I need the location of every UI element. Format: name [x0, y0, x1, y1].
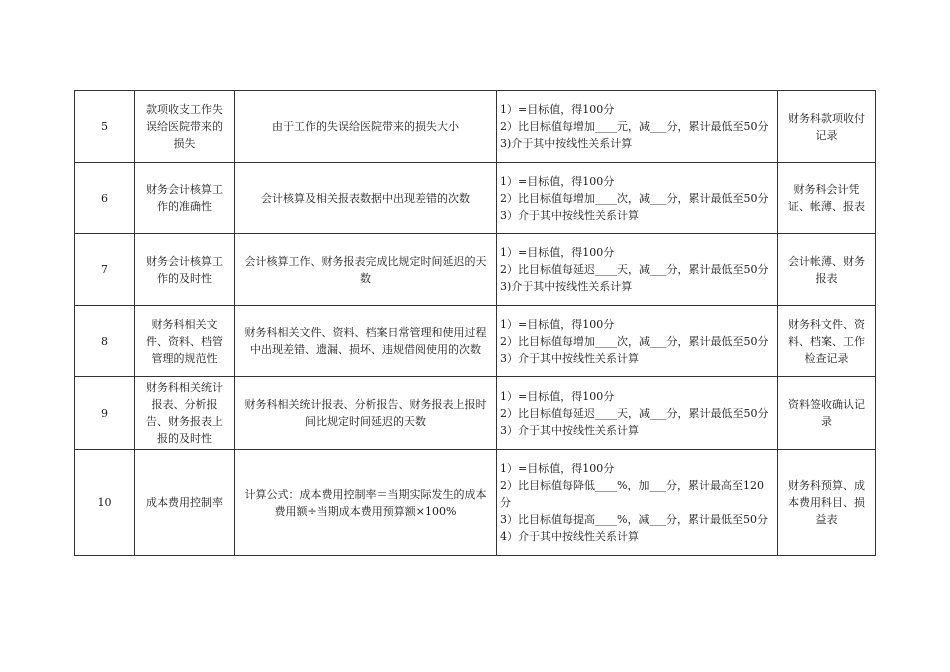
scoring-rule: 1）=目标值，得100分: [500, 462, 615, 475]
indicator-name: 财务会计核算工作的及时性: [135, 234, 235, 306]
scoring-rules: [497, 377, 778, 450]
scoring-rules: [497, 450, 778, 556]
scoring-rule: 2）比目标值每增加____元，减___分，累计最低至50分: [500, 120, 769, 133]
data-source: 财务科会计凭证、帐薄、报表: [778, 163, 876, 234]
scoring-rule: 3)介于其中按线性关系计算: [500, 137, 633, 150]
scoring-rule: 3）介于其中按线性关系计算: [500, 208, 639, 222]
indicator-definition: 计算公式：成本费用控制率＝当期实际发生的成本费用额÷当期成本费用预算额×100%: [235, 450, 497, 556]
scoring-rule: 2）比目标值每增加____次，减___分，累计最低至50分: [500, 334, 769, 348]
scoring-rule: 1）=目标值，得100分: [500, 246, 615, 259]
scoring-rule: 1）=目标值，得100分: [500, 103, 615, 116]
scoring-rules: [497, 163, 778, 234]
indicator-definition: 由于工作的失误给医院带来的损失大小: [235, 91, 497, 163]
data-source: 资料签收确认记录: [778, 377, 876, 450]
row-number: 7: [75, 234, 135, 306]
indicator-name: 财务会计核算工作的准确性: [135, 163, 235, 234]
scoring-rule: 2）比目标值每延迟____天，减___分，累计最低至50分: [500, 263, 769, 276]
kpi-table: [74, 90, 876, 556]
scoring-rule: 1）=目标值，得100分: [500, 389, 615, 403]
scoring-rule: 1）=目标值，得100分: [500, 174, 615, 188]
scoring-rules: [497, 306, 778, 377]
scoring-rule: 3）比目标值每提高____%，减___分，累计最低至50分: [500, 513, 768, 526]
scoring-rule: 1）=目标值，得100分: [500, 317, 615, 331]
scoring-rule: 3）介于其中按线性关系计算: [500, 351, 639, 365]
data-source: 财务科预算、成本费用科目、损益表: [778, 450, 876, 556]
table-row: [75, 91, 876, 163]
scoring-rule: 3)介于其中按线性关系计算: [500, 280, 633, 293]
scoring-rules: [497, 234, 778, 306]
row-number: 9: [75, 377, 135, 450]
table-row: [75, 163, 876, 234]
data-source: 会计帐薄、财务报表: [778, 234, 876, 306]
scoring-rules: [497, 91, 778, 163]
indicator-name: 财务科相关文件、资料、档管管理的规范性: [135, 306, 235, 377]
scoring-rule: 2）比目标值每延迟____天，减___分，累计最低至50分: [500, 406, 769, 420]
row-number: 10: [75, 450, 135, 556]
scoring-rule: 2）比目标值每增加____次，减___分，累计最低至50分: [500, 191, 769, 205]
scoring-rule: 2）比目标值每降低____%，加___分，累计最高至120分: [500, 479, 764, 509]
indicator-definition: 财务科相关文件、资料、档案日常管理和使用过程中出现差错、遗漏、损坏、违规借阅使用的次数: [235, 306, 497, 377]
indicator-definition: 财务科相关统计报表、分析报告、财务报表上报时间比规定时间延迟的天数: [235, 377, 497, 450]
indicator-name: 财务科相关统计报表、分析报告、财务报表上报的及时性: [135, 377, 235, 450]
table-row: [75, 306, 876, 377]
data-source: 财务科款项收付记录: [778, 91, 876, 163]
table-row: [75, 377, 876, 450]
row-number: 5: [75, 91, 135, 163]
indicator-name: 成本费用控制率: [135, 450, 235, 556]
indicator-definition: 会计核算工作、财务报表完成比规定时间延迟的天数: [235, 234, 497, 306]
scoring-rule: 4）介于其中按线性关系计算: [500, 530, 639, 543]
data-source: 财务科文件、资料、档案、工作检查记录: [778, 306, 876, 377]
indicator-name: 款项收支工作失误给医院带来的损失: [135, 91, 235, 163]
table-row: [75, 234, 876, 306]
table-row: [75, 450, 876, 556]
row-number: 6: [75, 163, 135, 234]
row-number: 8: [75, 306, 135, 377]
scoring-rule: 3）介于其中按线性关系计算: [500, 423, 639, 437]
indicator-definition: 会计核算及相关报表数据中出现差错的次数: [235, 163, 497, 234]
